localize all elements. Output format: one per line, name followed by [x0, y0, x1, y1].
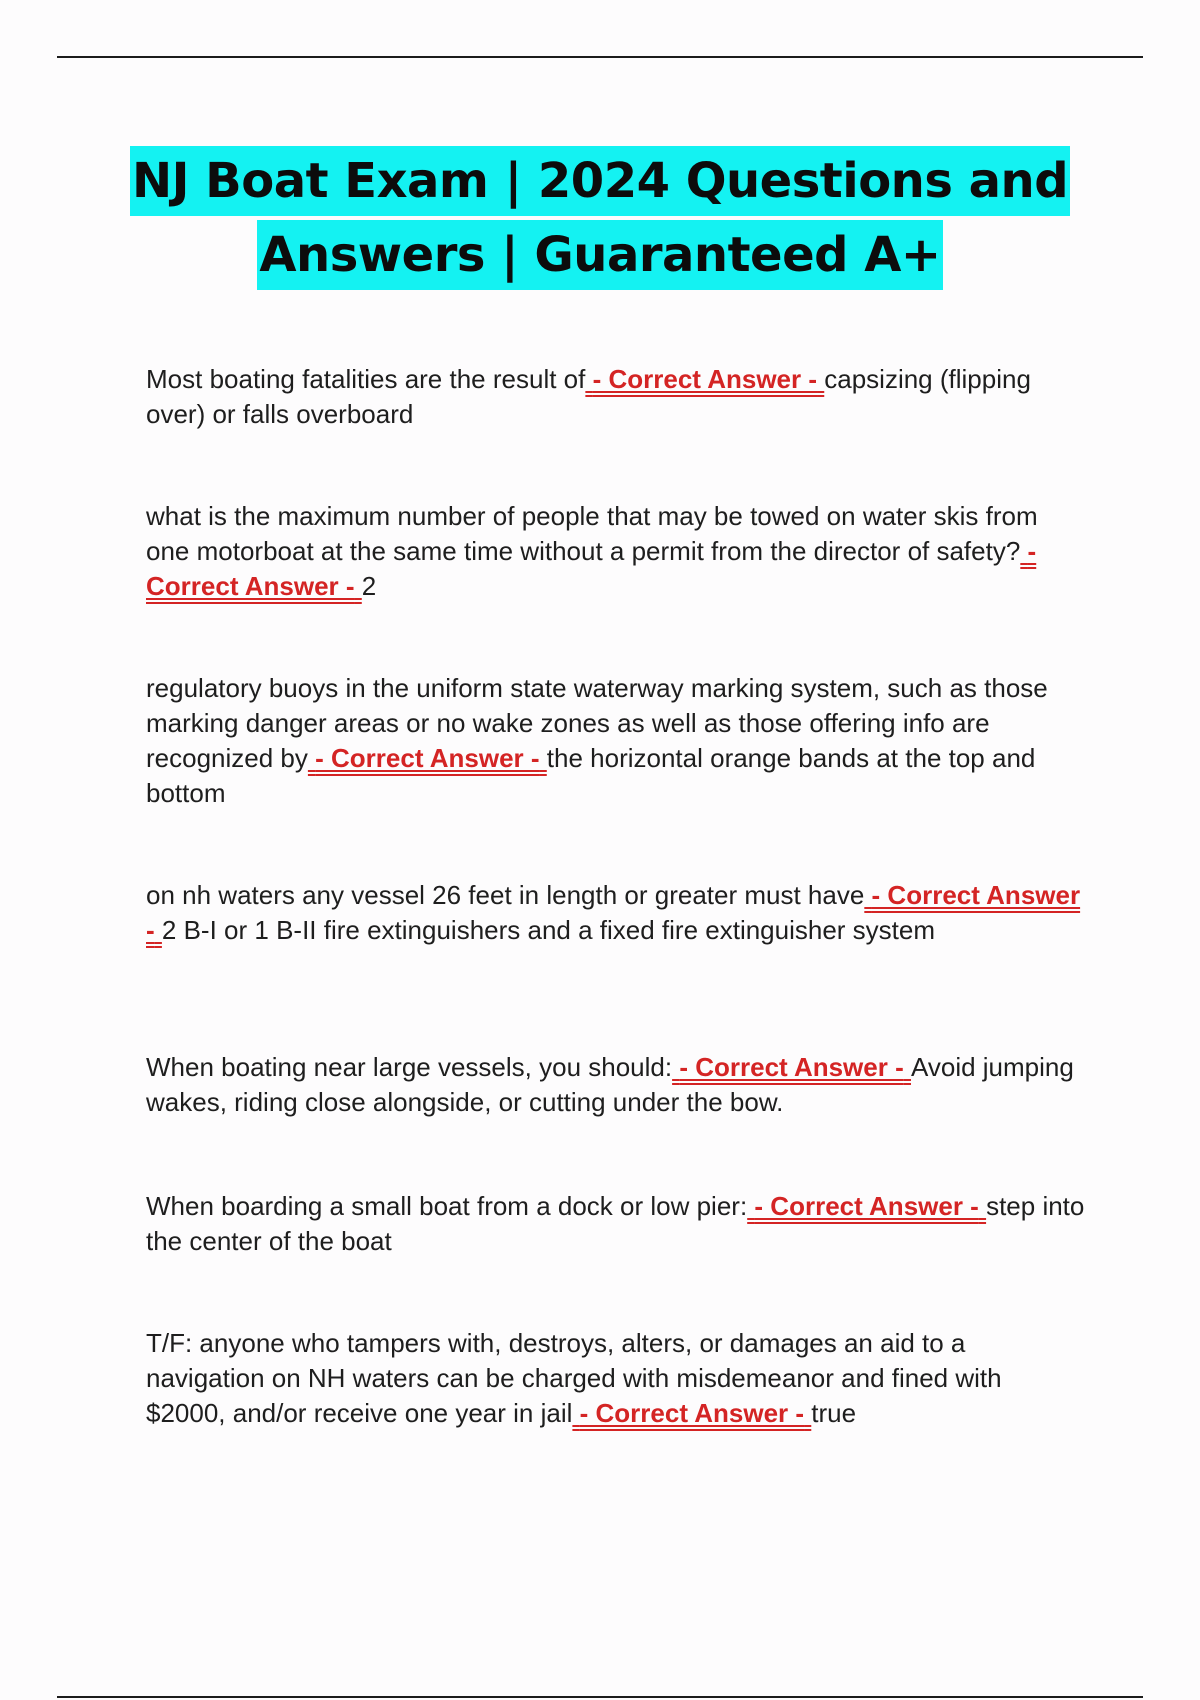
page-title: [0, 146, 1200, 290]
qa-item-2: [146, 499, 1086, 604]
answer-text: true: [811, 1398, 857, 1428]
answer-text: capsizing (flipping over) or falls overboard: [146, 364, 1031, 429]
qa-item-3: [146, 671, 1086, 811]
qa-item-4: [146, 878, 1086, 948]
qa-item-6: [146, 1189, 1086, 1259]
correct-answer-marker: - Correct Answer -: [754, 1191, 979, 1221]
question-text: Most boating fatalities are the result of: [146, 364, 586, 394]
correct-answer-marker: - Correct Answer -: [146, 536, 1037, 601]
title-line-1: NJ Boat Exam | 2024 Questions and: [130, 146, 1070, 216]
qa-item-1: [146, 362, 1086, 432]
top-rule: [57, 56, 1143, 58]
question-text: T/F: anyone who tampers with, destroys, alters, or damages an aid to a navigation on NH waters can be charged with misdemeanor and fined with $2000, and/or receive one year in jail: [146, 1328, 1002, 1428]
question-text: on nh waters any vessel 26 feet in length or greater must have: [146, 880, 865, 910]
answer-text: Avoid jumping wakes, riding close alongside, or cutting under the bow.: [146, 1052, 1074, 1117]
correct-answer-marker: - Correct Answer -: [679, 1052, 904, 1082]
correct-answer-marker: - Correct Answer -: [315, 743, 540, 773]
answer-text: step into the center of the boat: [146, 1191, 1085, 1256]
question-text: what is the maximum number of people that may be towed on water skis from one motorboat at the same time without a permit from the director of safety?: [146, 501, 1038, 566]
correct-answer-marker: - Correct Answer -: [146, 880, 1081, 945]
question-text: regulatory buoys in the uniform state waterway marking system, such as those marking danger areas or no wake zones as well as those offering info are recognized by: [146, 673, 1048, 773]
question-text: When boarding a small boat from a dock or low pier:: [146, 1191, 748, 1221]
answer-text: the horizontal orange bands at the top and bottom: [146, 743, 1036, 808]
title-line-2: Answers | Guaranteed A+: [257, 220, 942, 290]
question-text: When boating near large vessels, you should:: [146, 1052, 673, 1082]
qa-item-5: [146, 1050, 1086, 1120]
qa-item-7: [146, 1326, 1086, 1431]
answer-text: 2: [361, 571, 377, 601]
correct-answer-marker: - Correct Answer -: [592, 364, 818, 394]
answer-text: 2 B-I or 1 B-II fire extinguishers and a fixed fire extinguisher system: [161, 915, 936, 945]
correct-answer-marker: - Correct Answer -: [579, 1398, 805, 1428]
bottom-rule: [57, 1696, 1143, 1698]
